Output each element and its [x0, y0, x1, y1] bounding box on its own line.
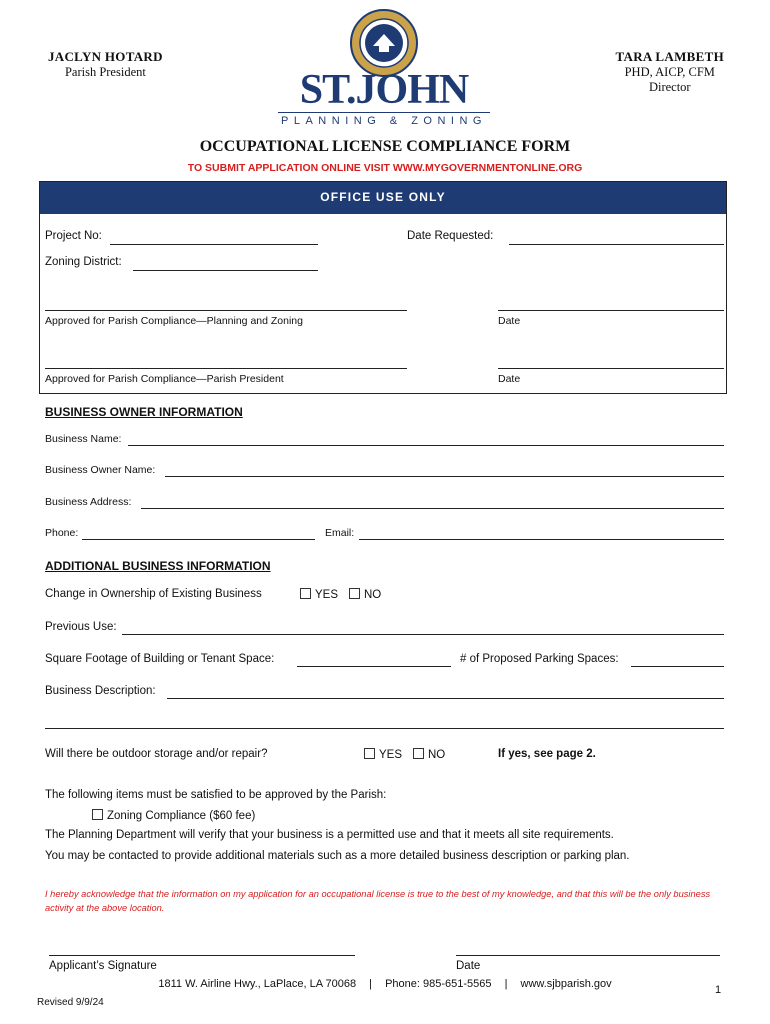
business-name-field[interactable]	[128, 445, 724, 446]
business-address-field[interactable]	[141, 508, 724, 509]
right-official-credentials: PHD, AICP, CFM	[624, 65, 715, 79]
if-yes-note: If yes, see page 2.	[498, 748, 596, 760]
no-label: NO	[428, 749, 446, 761]
president-approval-signature-line[interactable]	[45, 368, 407, 369]
president-approval-date-line[interactable]	[498, 368, 724, 369]
applicant-signature-line[interactable]	[49, 955, 355, 956]
outdoor-no[interactable]	[413, 748, 445, 761]
no-label: NO	[364, 589, 382, 601]
checkbox-icon[interactable]	[349, 588, 360, 599]
business-name-label: Business Name:	[45, 433, 122, 445]
pz-approval-date-label: Date	[498, 315, 521, 327]
owner-name-label: Business Owner Name:	[45, 464, 156, 476]
footer-address: 1811 W. Airline Hwy., LaPlace, LA 70068	[158, 978, 357, 990]
revised-date: Revised 9/9/24	[37, 997, 104, 1008]
zoning-district-field[interactable]	[133, 270, 318, 271]
right-official-name: TARA LAMBETH	[615, 49, 724, 64]
logo-wordmark: ST.JOHN	[299, 67, 469, 113]
acknowledgement-text: I hereby acknowledge that the information on my application for an occupational license is true to the best of my knowledge, and that this will be the only business activity at the above location.	[45, 889, 711, 913]
president-approval-label: Approved for Parish Compliance—Parish President	[45, 373, 284, 385]
pz-approval-label: Approved for Parish Compliance—Planning and Zoning	[45, 315, 303, 327]
outdoor-storage-label: Will there be outdoor storage and/or repair?	[45, 748, 268, 760]
online-notice: TO SUBMIT APPLICATION ONLINE VISIT WWW.MYGOVERNMENTONLINE.ORG	[187, 162, 583, 174]
business-description-field[interactable]	[167, 698, 724, 699]
sq-footage-field[interactable]	[297, 666, 451, 667]
phone-field[interactable]	[82, 539, 315, 540]
date-requested-field[interactable]	[509, 244, 724, 245]
parking-spaces-field[interactable]	[631, 666, 724, 667]
verify-text: The Planning Department will verify that your business is a permitted use and that it meets all site requirements.	[45, 829, 614, 841]
checkbox-icon[interactable]	[300, 588, 311, 599]
zoning-compliance-label: Zoning Compliance ($60 fee)	[107, 810, 256, 822]
zoning-compliance-item[interactable]	[92, 809, 255, 822]
date-requested-label: Date Requested:	[407, 230, 494, 242]
left-official-name: JACLYN HOTARD	[48, 49, 163, 64]
change-ownership-no[interactable]	[349, 588, 381, 601]
change-ownership-label: Change in Ownership of Existing Business	[45, 588, 262, 600]
applicant-signature-label: Applicant’s Signature	[49, 960, 157, 972]
pz-approval-date-line[interactable]	[498, 310, 724, 311]
right-official-title: Director	[648, 80, 691, 94]
project-no-field[interactable]	[110, 244, 318, 245]
business-address-label: Business Address:	[45, 496, 132, 508]
business-description-field-2[interactable]	[45, 728, 724, 729]
parking-spaces-label: # of Proposed Parking Spaces:	[460, 653, 619, 665]
left-official-title: Parish President	[64, 65, 146, 79]
outdoor-yes[interactable]	[364, 748, 402, 761]
footer-website[interactable]: www.sjbparish.gov	[520, 978, 612, 990]
additional-section-title: ADDITIONAL BUSINESS INFORMATION	[45, 559, 271, 573]
email-field[interactable]	[359, 539, 724, 540]
previous-use-field[interactable]	[122, 634, 724, 635]
signature-date-line[interactable]	[456, 955, 720, 956]
sq-footage-label: Square Footage of Building or Tenant Space:	[45, 653, 275, 665]
office-use-banner-text: OFFICE USE ONLY	[320, 190, 446, 204]
page-number: 1	[715, 984, 722, 996]
email-label: Email:	[325, 527, 355, 539]
checkbox-icon[interactable]	[413, 748, 424, 759]
president-approval-date-label: Date	[498, 373, 521, 385]
pz-approval-signature-line[interactable]	[45, 310, 407, 311]
phone-label: Phone:	[45, 527, 79, 539]
left-official	[48, 49, 163, 80]
yes-label: YES	[315, 589, 339, 601]
signature-date-label: Date	[456, 960, 481, 972]
requirements-intro: The following items must be satisfied to be approved by the Parish:	[45, 789, 387, 801]
footer-separator: |	[369, 978, 373, 990]
footer-phone: Phone: 985-651-5565	[385, 978, 492, 990]
previous-use-label: Previous Use:	[45, 621, 117, 633]
checkbox-icon[interactable]	[364, 748, 375, 759]
contacted-text: You may be contacted to provide additional materials such as a more detailed business description or parking plan.	[45, 850, 630, 862]
owner-name-field[interactable]	[165, 476, 724, 477]
zoning-district-label: Zoning District:	[45, 256, 122, 268]
form-title: OCCUPATIONAL LICENSE COMPLIANCE FORM	[199, 138, 571, 155]
footer-separator: |	[504, 978, 508, 990]
parish-logo	[278, 8, 490, 130]
checkbox-icon[interactable]	[92, 809, 103, 820]
yes-label: YES	[379, 749, 403, 761]
change-ownership-yes[interactable]	[300, 588, 338, 601]
logo-subtitle: PLANNING & ZONING	[281, 115, 487, 127]
owner-section-title: BUSINESS OWNER INFORMATION	[45, 405, 243, 419]
right-official	[616, 49, 724, 95]
project-no-label: Project No:	[45, 230, 102, 242]
footer-contact	[0, 978, 770, 990]
business-description-label: Business Description:	[45, 685, 156, 697]
